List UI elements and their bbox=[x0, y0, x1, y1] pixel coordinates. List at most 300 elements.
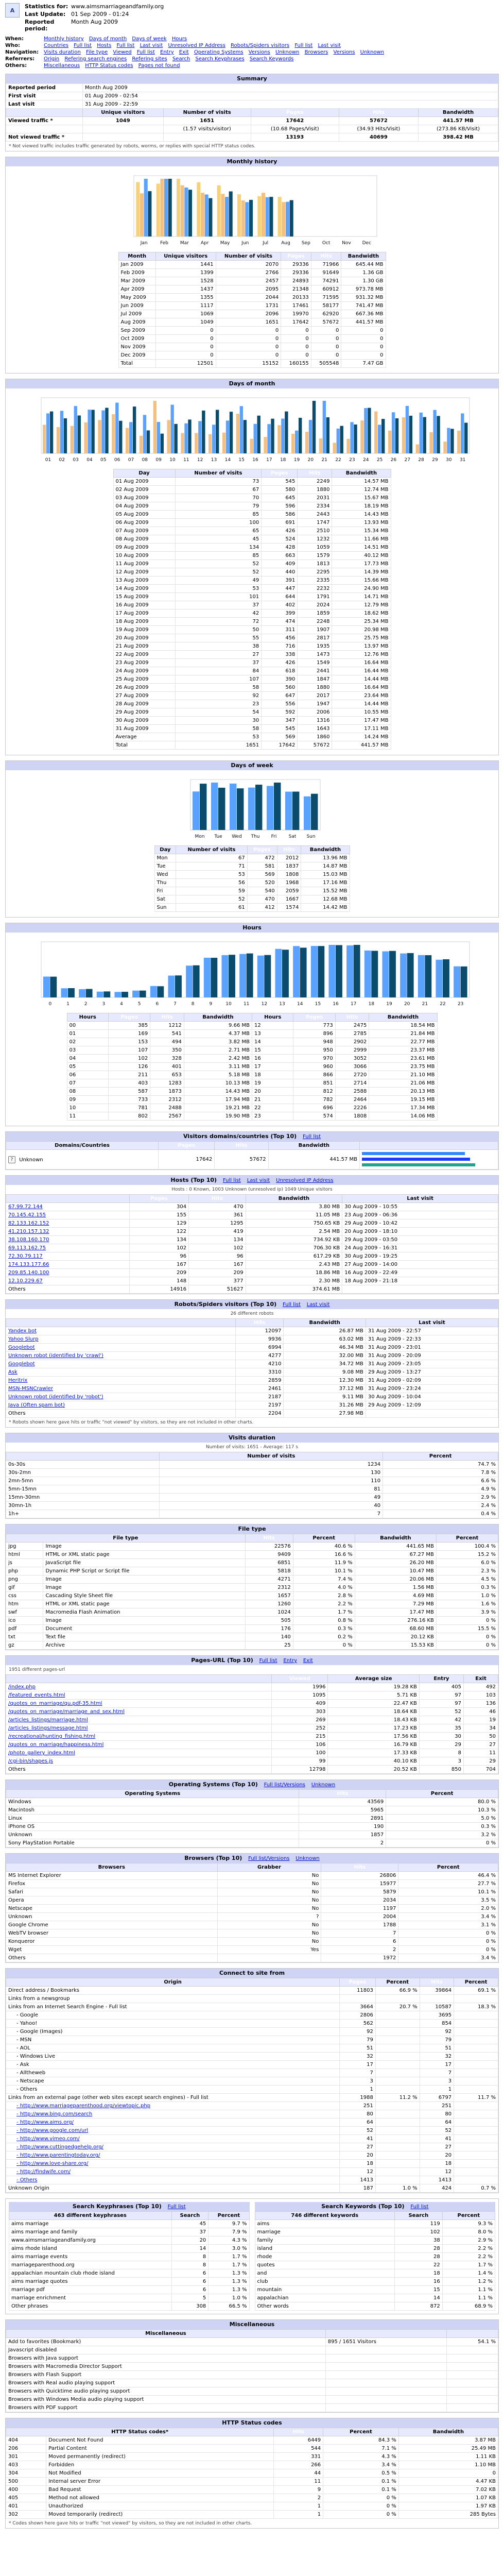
filetypes-row-cell: 68.60 MB bbox=[355, 1625, 436, 1633]
hours-row-cell: 802 bbox=[108, 1112, 150, 1121]
nav-link[interactable]: Visits duration bbox=[44, 49, 81, 55]
hours-body bbox=[67, 1022, 437, 1121]
misc-col-name: Miscellaneous bbox=[6, 2330, 326, 2338]
referrers-site-row-label[interactable]: - http://www.marriageparenthood.org/viewtopic.php bbox=[6, 2102, 340, 2110]
browsers-row-cell: WebTV browser bbox=[6, 1929, 218, 1938]
keyphrases-row-cell: 6 bbox=[171, 2286, 208, 2294]
hosts-row-cell: 2.43 MB bbox=[246, 1261, 342, 1269]
monthly-row-cell: 58177 bbox=[311, 302, 341, 310]
robots-row-cell: 31.26 MB bbox=[284, 1401, 366, 1410]
hosts-full-list-link[interactable]: Full list bbox=[222, 1178, 241, 1183]
filetypes-row-cell: 17.47 MB bbox=[355, 1608, 436, 1617]
countries-full-list-link[interactable]: Full list bbox=[303, 1134, 321, 1140]
referrers-site-row-pages: 64 bbox=[340, 2119, 376, 2127]
keywords-row-cell: 22 bbox=[395, 2261, 443, 2269]
chart-bar bbox=[300, 947, 306, 997]
browsers-row bbox=[6, 1872, 498, 1880]
misc-row-cell bbox=[325, 2404, 446, 2412]
pages-row-cell[interactable]: /featured_events.html bbox=[6, 1691, 272, 1700]
referrers-site-row-blank bbox=[375, 2151, 420, 2160]
monthly-row-cell: 1355 bbox=[155, 294, 216, 302]
robots-row-cell: 12.30 MB bbox=[284, 1377, 366, 1385]
os-row-cell: 1857 bbox=[299, 1831, 386, 1839]
pages-row-cell[interactable]: /quotes_on_marriage/happiness.html bbox=[6, 1741, 272, 1749]
countries-bar-cell bbox=[360, 1150, 498, 1170]
pages-row-cell[interactable]: /articles_listings/message.html bbox=[6, 1724, 272, 1733]
hosts-row-cell: 1295 bbox=[189, 1219, 246, 1228]
summary-first-visit-value: 01 Aug 2009 - 02:54 bbox=[83, 92, 498, 100]
hosts-row-cell[interactable]: 38.108.160.170 bbox=[6, 1236, 130, 1244]
chart-bar bbox=[85, 989, 92, 997]
referrers-engine-row-blank bbox=[454, 2069, 498, 2077]
days-of-month-row-cell: 1847 bbox=[298, 675, 332, 684]
keywords-title bbox=[255, 2202, 496, 2211]
filetypes-row-cell: 1.6 % bbox=[436, 1600, 498, 1608]
nav-link[interactable]: Versions bbox=[333, 49, 355, 55]
pages-row-cell: 303 bbox=[271, 1708, 328, 1716]
hosts-row-cell[interactable]: 174.133.177.66 bbox=[6, 1261, 130, 1269]
pages-header-row bbox=[6, 1675, 498, 1683]
keyphrases-full-list-link[interactable]: Full list bbox=[167, 2204, 186, 2210]
misc-row-cell: Javascript disabled bbox=[6, 2346, 326, 2354]
pages-entry-link[interactable]: Entry bbox=[283, 1658, 298, 1664]
nav-link[interactable]: Search Keywords bbox=[249, 56, 294, 62]
referrers-site-row bbox=[6, 2119, 498, 2127]
chart-bar bbox=[208, 434, 212, 453]
summary-viewed-cell: 17642 bbox=[251, 117, 339, 125]
chart-category-label: 23 bbox=[349, 457, 355, 463]
hours-row-cell: 00 bbox=[67, 1022, 108, 1030]
keywords-row-cell: club bbox=[255, 2278, 395, 2286]
referrers-col-pages: Pages bbox=[340, 1978, 376, 1987]
summary-first-visit-label: First visit bbox=[6, 92, 83, 100]
chart-category-label: 9 bbox=[208, 1002, 212, 1007]
robots-row-cell[interactable]: Heritrix bbox=[6, 1377, 236, 1385]
chart-category-label: 11 bbox=[183, 457, 189, 463]
robots-row-cell: 6994 bbox=[235, 1344, 284, 1352]
nav-link[interactable]: Refering search engines bbox=[64, 56, 127, 62]
browsers-row-cell: 6 bbox=[321, 1938, 398, 1946]
os-row-cell: Windows bbox=[6, 1798, 299, 1806]
pages-full-list-link[interactable]: Full list bbox=[259, 1658, 277, 1664]
keywords-row bbox=[255, 2286, 495, 2294]
nav-link[interactable]: Versions bbox=[248, 49, 270, 55]
referrers-site-row-blank bbox=[454, 2168, 498, 2176]
hours-row-cell: 14 bbox=[252, 1038, 293, 1046]
referrers-site-row-label[interactable]: - http://www.google.com/url bbox=[6, 2127, 340, 2135]
misc-row-cell bbox=[446, 2354, 498, 2363]
nav-link[interactable]: Robots/Spiders visitors bbox=[231, 43, 290, 48]
hours-row-cell: 2.42 MB bbox=[184, 1055, 252, 1063]
pages-row-cell: 22.47 KB bbox=[328, 1700, 419, 1708]
filetypes-row-cell: Document bbox=[43, 1625, 245, 1633]
days-of-month-row-cell: 65 bbox=[175, 527, 262, 535]
nav-link[interactable]: Entry bbox=[160, 49, 174, 55]
referrers-site-row-hits: 64 bbox=[420, 2119, 454, 2127]
filetypes-row-cell: html bbox=[6, 1551, 43, 1559]
referrers-site-row-label[interactable]: - http://www.bing.com/search bbox=[6, 2110, 340, 2119]
days-of-month-row bbox=[113, 593, 391, 601]
days-of-month-body bbox=[113, 478, 391, 750]
hosts-row-cell: 11.05 MB bbox=[246, 1211, 342, 1219]
pages-row-cell[interactable]: /quotes_on_marriage/qu.pdf-35.html bbox=[6, 1700, 272, 1708]
chart-bar bbox=[245, 202, 249, 236]
nav-link[interactable]: Pages not found bbox=[138, 63, 180, 69]
chart-category-label: 30 bbox=[445, 457, 451, 463]
nav-link[interactable]: Last visit bbox=[318, 43, 341, 48]
monthly-row-cell: 71966 bbox=[311, 261, 341, 269]
browsers-row-cell: No bbox=[217, 1888, 321, 1896]
days-of-month-row-cell: 560 bbox=[262, 684, 298, 692]
nav-link[interactable]: Full list bbox=[136, 49, 155, 55]
pages-others-row-cell: 20.52 KB bbox=[328, 1766, 419, 1774]
hours-row bbox=[67, 1038, 437, 1046]
hosts-unresolved-link[interactable]: Unresolved IP Address bbox=[276, 1178, 334, 1183]
days-of-month-row-cell: 84 bbox=[175, 667, 262, 675]
pages-subtitle: 1951 different pages-url bbox=[9, 1667, 65, 1672]
keyphrases-row-cell: 7.9 % bbox=[208, 2228, 249, 2236]
hosts-row-cell[interactable]: 12.10.229.67 bbox=[6, 1277, 130, 1285]
chart-bar bbox=[140, 193, 143, 236]
days-of-month-row-cell: 1316 bbox=[298, 717, 332, 725]
os-header-row bbox=[6, 1790, 498, 1798]
filetypes-row-cell: css bbox=[6, 1592, 43, 1600]
hosts-row-cell: 29 Aug 2009 - 10:42 bbox=[342, 1219, 498, 1228]
hosts-row bbox=[6, 1203, 498, 1211]
status-row-cell: 301 bbox=[6, 2453, 46, 2461]
status-body bbox=[6, 2436, 498, 2519]
chart-bar bbox=[56, 427, 59, 453]
filetypes-row-cell: 10.47 MB bbox=[355, 1567, 436, 1575]
robots-row-cell[interactable]: Yandex bot bbox=[6, 1327, 236, 1335]
pages-row-cell[interactable]: /recreational/hunting_fishing.html bbox=[6, 1733, 272, 1741]
monthly-row-cell: 0 bbox=[311, 327, 341, 335]
hours-row-cell: 3066 bbox=[335, 1063, 369, 1071]
pages-exit-link[interactable]: Exit bbox=[303, 1658, 313, 1664]
browsers-table bbox=[6, 1863, 498, 1962]
chart-category-label: Dec bbox=[362, 241, 371, 246]
chart-bar bbox=[129, 422, 132, 453]
days-of-month-total-row bbox=[113, 741, 391, 750]
robots-row-cell[interactable]: Googlebot bbox=[6, 1344, 236, 1352]
pages-row-cell: 50 bbox=[463, 1733, 498, 1741]
robots-row-cell[interactable]: MSN-MSNCrawler bbox=[6, 1385, 236, 1393]
chart-category-label: 26 bbox=[390, 457, 396, 463]
referrers-site-row bbox=[6, 2151, 498, 2160]
nav-link[interactable]: Last visit bbox=[140, 43, 163, 48]
hosts-table bbox=[6, 1194, 498, 1294]
days-of-month-row-cell: 23 Aug 2009 bbox=[113, 659, 175, 667]
chart-bar bbox=[91, 410, 94, 453]
hosts-row-cell[interactable]: 72.30.79.117 bbox=[6, 1252, 130, 1261]
chart-bar bbox=[271, 419, 274, 453]
countries-table bbox=[6, 1141, 498, 1170]
pages-row-cell[interactable]: /cgi-bin/shapes.js bbox=[6, 1757, 272, 1766]
nav-link[interactable]: Miscellaneous bbox=[44, 63, 80, 69]
days-of-month-row bbox=[113, 527, 391, 535]
nav-link[interactable]: Search Keyphrases bbox=[195, 56, 245, 62]
days-of-month-row bbox=[113, 478, 391, 486]
hours-row-cell: 2785 bbox=[335, 1030, 369, 1038]
chart-category-label: 29 bbox=[431, 457, 438, 463]
nav-link[interactable]: Unresolved IP Address bbox=[168, 43, 225, 48]
monthly-row-cell: 0 bbox=[341, 335, 386, 343]
hosts-row-cell: 167 bbox=[189, 1261, 246, 1269]
os-row bbox=[6, 1839, 498, 1848]
pages-col-url bbox=[6, 1675, 272, 1683]
hours-row-cell: 12 bbox=[252, 1022, 293, 1030]
chart-bar bbox=[241, 200, 245, 236]
hours-row-cell: 328 bbox=[150, 1055, 184, 1063]
browsers-header-row bbox=[6, 1863, 498, 1872]
days-of-month-row bbox=[113, 651, 391, 659]
nav-link[interactable]: Exit bbox=[179, 49, 189, 55]
nav-link[interactable]: Hosts bbox=[97, 43, 112, 48]
monthly-row-cell: 2095 bbox=[216, 285, 281, 294]
days-of-week-row-cell: 540 bbox=[247, 887, 277, 895]
referrers-site-row-label[interactable]: - http://www.vimeo.com/ bbox=[6, 2135, 340, 2143]
hours-col-hits-left: Hits bbox=[150, 1013, 184, 1022]
misc-row-cell bbox=[325, 2346, 446, 2354]
referrers-engine-row-hits: 79 bbox=[420, 2036, 454, 2044]
days-of-month-row-cell: 27 Aug 2009 bbox=[113, 692, 175, 700]
browsers-row-cell: 26806 bbox=[321, 1872, 398, 1880]
durations-row-cell: 15mn-30mn bbox=[6, 1494, 160, 1502]
robots-row-cell[interactable]: Ask bbox=[6, 1368, 236, 1377]
monthly-row-cell: 0 bbox=[281, 343, 311, 351]
hours-row-cell: 169 bbox=[108, 1030, 150, 1038]
hours-row-cell: 812 bbox=[293, 1088, 335, 1096]
keywords-row bbox=[255, 2278, 495, 2286]
hosts-row-cell: 134 bbox=[129, 1236, 189, 1244]
robots-row-cell: 29 Aug 2009 - 13:27 bbox=[366, 1368, 498, 1377]
chart-bar bbox=[153, 401, 156, 453]
hosts-row bbox=[6, 1269, 498, 1277]
chart-bar bbox=[221, 955, 228, 997]
referrers-site-row-label[interactable]: - http://www.parentingtoday.org/ bbox=[6, 2151, 340, 2160]
nav-link[interactable]: Unknown bbox=[275, 49, 300, 55]
chart-category-label: 12 bbox=[261, 1002, 267, 1007]
hosts-row-cell[interactable]: 70.145.42.155 bbox=[6, 1211, 130, 1219]
referrers-body bbox=[6, 1987, 498, 2193]
keywords-full-list-link[interactable]: Full list bbox=[410, 2204, 429, 2210]
status-row-cell: 0 % bbox=[323, 2511, 399, 2519]
monthly-row-cell: 1.30 GB bbox=[341, 277, 386, 285]
referrers-site-row-label[interactable]: - Others bbox=[6, 2176, 340, 2184]
keywords-row-cell: 2.2 % bbox=[442, 2253, 495, 2261]
hosts-row-cell[interactable]: 41.210.157.132 bbox=[6, 1228, 130, 1236]
chart-bar bbox=[443, 442, 446, 453]
status-note: * Codes shown here gave hits or traffic "not viewed" by visitors, so they are not included in other charts. bbox=[9, 2521, 252, 2526]
pages-row-cell: 409 bbox=[271, 1700, 328, 1708]
chart-bar bbox=[144, 179, 147, 236]
filetypes-row-cell: js bbox=[6, 1559, 43, 1567]
nav-link[interactable]: Days of week bbox=[132, 36, 167, 42]
filetypes-row-cell: pdf bbox=[6, 1625, 43, 1633]
chart-category-label: 2 bbox=[84, 1002, 88, 1007]
keyphrases-others-row-cell: 308 bbox=[171, 2302, 208, 2311]
hours-row-cell: 13 bbox=[252, 1030, 293, 1038]
summary-viewed-sub-label bbox=[6, 125, 83, 133]
status-col-hits: Hits bbox=[274, 2428, 323, 2436]
chart-bar bbox=[374, 412, 377, 453]
durations-row-cell: 40 bbox=[160, 1502, 383, 1510]
robots-row-cell[interactable]: Yahoo Slurp bbox=[6, 1335, 236, 1344]
nav-link[interactable]: Browsers bbox=[304, 49, 328, 55]
hours-row-cell: 211 bbox=[108, 1071, 150, 1079]
referrers-title: Connect to site from bbox=[6, 1969, 498, 1978]
days-of-month-row bbox=[113, 502, 391, 511]
durations-row bbox=[6, 1485, 498, 1494]
nav-link[interactable]: Viewed bbox=[113, 49, 132, 55]
referrers-site-row-label[interactable]: - http://www.love-share.org/ bbox=[6, 2160, 340, 2168]
pages-row-cell[interactable]: /photo_gallery_index.html bbox=[6, 1749, 272, 1757]
hosts-others-row-cell bbox=[342, 1285, 498, 1294]
status-row bbox=[6, 2494, 498, 2502]
referrers-site-row-label[interactable]: - http://www.aims.org/ bbox=[6, 2119, 340, 2127]
hours-row-cell: 23.37 MB bbox=[369, 1046, 437, 1055]
days-of-month-row bbox=[113, 519, 391, 527]
nav-link[interactable]: Full list bbox=[116, 43, 135, 48]
hours-row-cell: 20.13 MB bbox=[369, 1088, 437, 1096]
hosts-row-cell: 209 bbox=[189, 1269, 246, 1277]
chart-category-label: 3 bbox=[101, 1002, 105, 1007]
monthly-header-row bbox=[118, 252, 386, 261]
robots-row-cell: 9936 bbox=[235, 1335, 284, 1344]
hosts-others-row-cell: 51627 bbox=[189, 1285, 246, 1294]
status-row-cell: 6449 bbox=[274, 2436, 323, 2445]
countries-cell-domain bbox=[6, 1150, 159, 1170]
hosts-row-cell[interactable]: 69.113.162.75 bbox=[6, 1244, 130, 1252]
days-of-month-row-cell: 16.64 MB bbox=[332, 659, 391, 667]
robots-row-cell[interactable]: Googlebot bbox=[6, 1360, 236, 1368]
nav-link[interactable]: Days of month bbox=[89, 36, 127, 42]
browsers-row-cell: 1197 bbox=[321, 1905, 398, 1913]
keywords-title-text: Search Keywords (Top 10) bbox=[321, 2203, 405, 2210]
filetypes-row-cell: 7.4 % bbox=[293, 1575, 355, 1584]
misc-row-cell: Browsers with Macromedia Director Support bbox=[6, 2363, 326, 2371]
robots-full-list-link[interactable]: Full list bbox=[282, 1302, 301, 1308]
chart-category-label: Sun bbox=[306, 834, 316, 839]
pages-body bbox=[6, 1683, 498, 1774]
browsers-row bbox=[6, 1946, 498, 1954]
status-row-cell: 304 bbox=[6, 2469, 46, 2478]
summary-last-visit-value: 31 Aug 2009 - 22:59 bbox=[83, 100, 498, 109]
hosts-row-cell: 304 bbox=[129, 1203, 189, 1211]
days-of-month-row-cell: 1907 bbox=[298, 626, 332, 634]
nav-link[interactable]: Refering sites bbox=[132, 56, 167, 62]
chart-category-label: 5 bbox=[137, 1002, 141, 1007]
keyphrases-row-cell: aims marriage events bbox=[9, 2253, 172, 2261]
hours-row-cell: 2464 bbox=[335, 1096, 369, 1104]
referrers-site-row-label[interactable]: - http://findwife.com/ bbox=[6, 2168, 340, 2176]
pages-row-cell[interactable]: /articles_listings/marriage.html bbox=[6, 1716, 272, 1724]
durations-col-percent: Percent bbox=[383, 1452, 498, 1461]
chart-bar bbox=[218, 788, 225, 830]
filetypes-row-cell: 0 % bbox=[436, 1633, 498, 1641]
browsers-row-cell: Google Chrome bbox=[6, 1921, 218, 1929]
days-of-month-row-cell: 644 bbox=[262, 593, 298, 601]
pages-row-cell[interactable]: /quotes_on_marriage/marriage_and_sex.html bbox=[6, 1708, 272, 1716]
robots-last-visit-link[interactable]: Last visit bbox=[306, 1302, 330, 1308]
days-of-month-row-cell: 37 bbox=[175, 601, 262, 609]
hosts-last-visit-link[interactable]: Last visit bbox=[247, 1178, 270, 1183]
nav-link[interactable]: HTTP Status codes bbox=[85, 63, 133, 69]
hours-row bbox=[67, 1079, 437, 1088]
monthly-row-cell: 1731 bbox=[216, 302, 281, 310]
referrers-engine-row-blank bbox=[375, 2028, 420, 2036]
nav-link[interactable]: Countries bbox=[44, 43, 68, 48]
filetypes-row-cell: Image bbox=[43, 1543, 245, 1551]
chart-bar bbox=[464, 423, 467, 453]
status-row-cell: 3.87 MB bbox=[398, 2436, 498, 2445]
os-unknown-link[interactable]: Unknown bbox=[311, 1782, 336, 1788]
referrers-site-row-label[interactable]: - http://www.cuttingedgehelp.org/ bbox=[6, 2143, 340, 2151]
days-of-month-row-cell: 14.44 MB bbox=[332, 675, 391, 684]
filetypes-row-cell: php bbox=[6, 1567, 43, 1575]
nav-link[interactable]: File type bbox=[85, 49, 108, 55]
filetypes-title: File type bbox=[6, 1524, 498, 1534]
days-of-week-row bbox=[154, 904, 350, 912]
nav-link[interactable]: Monthly history bbox=[44, 36, 84, 42]
chart-bar bbox=[405, 406, 408, 453]
hosts-row-cell[interactable]: 82.133.162.152 bbox=[6, 1219, 130, 1228]
status-row-cell: Internal server Error bbox=[46, 2478, 274, 2486]
nav-link[interactable]: Full list bbox=[74, 43, 92, 48]
browsers-row bbox=[6, 1929, 498, 1938]
durations-row bbox=[6, 1494, 498, 1502]
robots-row-cell: 30 Aug 2009 - 10:04 bbox=[366, 1393, 498, 1401]
hosts-body bbox=[6, 1203, 498, 1294]
os-full-list-link[interactable]: Full list/Versions bbox=[264, 1782, 305, 1788]
nav-link[interactable]: Search bbox=[172, 56, 190, 62]
monthly-row-cell: 17461 bbox=[281, 302, 311, 310]
browsers-title bbox=[6, 1854, 498, 1863]
pages-row-cell: 17.23 KB bbox=[328, 1724, 419, 1733]
robots-row-cell[interactable]: Unknown robot (identified by 'robot') bbox=[6, 1393, 236, 1401]
hosts-row-cell[interactable]: 209.85.140.100 bbox=[6, 1269, 130, 1277]
chart-bar bbox=[229, 784, 236, 830]
chart-bar bbox=[200, 784, 206, 830]
browsers-full-list-link[interactable]: Full list/Versions bbox=[248, 1856, 290, 1861]
browsers-unknown-link[interactable]: Unknown bbox=[296, 1856, 320, 1861]
hosts-row-cell[interactable]: 67.99.72.144 bbox=[6, 1203, 130, 1211]
nav-link[interactable]: Unknown bbox=[360, 49, 385, 55]
os-table bbox=[6, 1789, 498, 1848]
chart-category-label: 01 bbox=[45, 457, 51, 463]
filetypes-row-cell: 0 % bbox=[436, 1641, 498, 1650]
referrers-site-row-hits: 1413 bbox=[420, 2176, 454, 2184]
misc-row-cell bbox=[446, 2387, 498, 2396]
filetypes-row-cell: 4.5 % bbox=[436, 1575, 498, 1584]
durations-section bbox=[5, 1433, 499, 1519]
hours-col-hits-right: Hits bbox=[335, 1013, 369, 1022]
chart-category-label: 03 bbox=[72, 457, 79, 463]
hours-row-cell: 851 bbox=[293, 1079, 335, 1088]
referrers-row-cell: 0.7 % bbox=[454, 2184, 498, 2193]
nav-link[interactable]: Operating Systems bbox=[194, 49, 244, 55]
referrers-site-row-blank bbox=[454, 2110, 498, 2119]
filetypes-row-cell: 22576 bbox=[245, 1543, 293, 1551]
pages-row-cell[interactable]: /index.php bbox=[6, 1683, 272, 1691]
nav-link[interactable]: Hours bbox=[171, 36, 187, 42]
nav-link[interactable]: Origin bbox=[44, 56, 60, 62]
days-of-week-body bbox=[154, 854, 350, 912]
days-of-month-row-cell: 1473 bbox=[298, 651, 332, 659]
robots-row-cell[interactable]: Java (Often spam bot) bbox=[6, 1401, 236, 1410]
robots-row-cell[interactable]: Unknown robot (identified by 'crawl') bbox=[6, 1352, 236, 1360]
nav-link[interactable]: Full list bbox=[294, 43, 313, 48]
